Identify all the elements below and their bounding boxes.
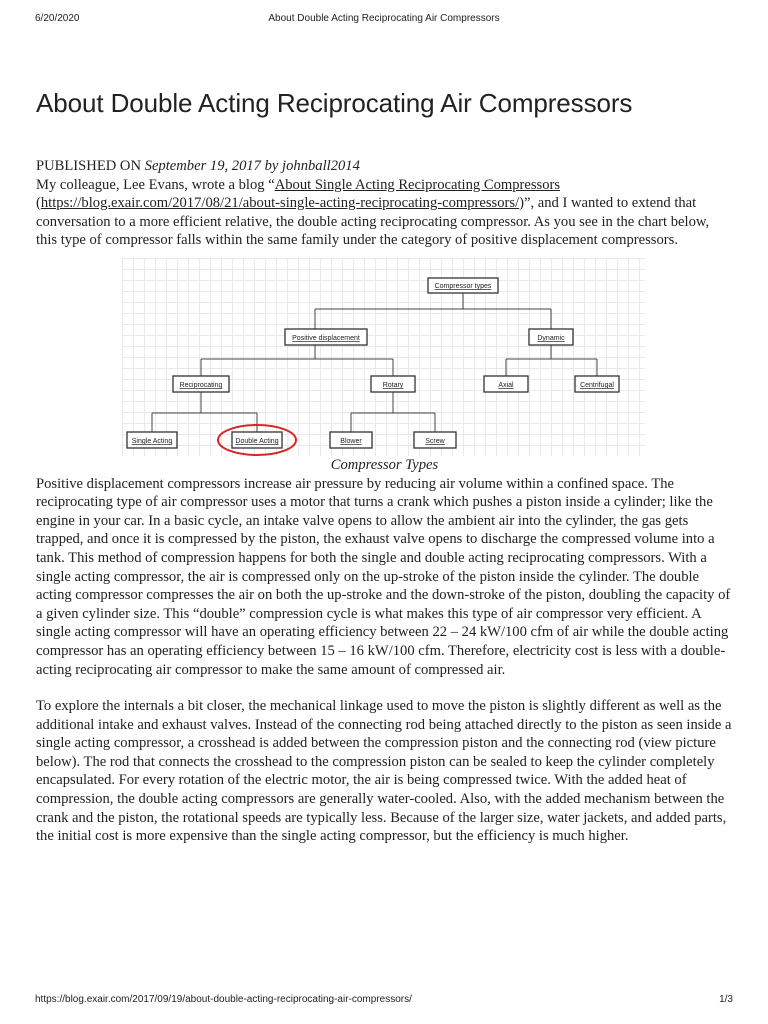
label-positive-displacement: Positive displacement: [292, 334, 360, 342]
label-centrifugal: Centrifugal: [580, 381, 614, 389]
article-body: [36, 157, 733, 846]
published-label: PUBLISHED ON: [36, 158, 145, 174]
figure-caption: Compressor Types: [330, 456, 439, 473]
label-reciprocating: Reciprocating: [179, 381, 223, 389]
label-double-acting: Double Acting: [235, 437, 279, 445]
diagram-connectors: [152, 293, 597, 432]
paragraph-1: Positive displacement compressors increase air pressure by reducing air volume within a confined space. The reciprocating type of air compressor uses a motor that turns a crank which pushes a piston inside a cylinder; like the engine in your car. In a basic cycle, an intake valve opens to allow the ambient air into the cylinder, the gas gets trapped, and once it is compressed by the piston, the exhaust valve opens to discharge the compressed volume into a tank. This method of compression happens for both the single and double acting reciprocating compressors. With a single acting compressor, the air is compressed only on the up-stroke of the piston inside the cylinder. The double acting compressor compresses the air on both the up-stroke and the down-stroke of the piston, doubling the capacity of a given cylinder size. This “double” compression cycle is what makes this type of air compressor very efficient. A single acting compressor will have an operating efficiency between 22 – 24 kW/100 cfm of air while the double acting compressor has an operating efficiency between 15 – 16 kW/100 cfm. Therefore, electricity cost is less with a double-acting reciprocating air compressor to make the same amount of compressed air.: [36, 475, 731, 678]
intro-text-2: (: [36, 195, 41, 212]
intro-text-1: My colleague, Lee Evans, wrote a blog “: [36, 176, 275, 193]
print-header: [0, 13, 768, 27]
intro-text-3: )”, and I wanted to extend that conversation to a more efficient relative, the double acting reciprocating compressor. As you see in the chart below, this type of compressor falls within the same family under the category of positive displacement compressors.: [36, 195, 710, 249]
label-screw: Screw: [425, 437, 445, 445]
published-meta: September 19, 2017 by johnball2014: [144, 158, 360, 174]
single-acting-blog-link[interactable]: About Single Acting Reciprocating Compressors: [274, 176, 561, 193]
label-rotary: Rotary: [382, 381, 404, 389]
label-single-acting: Single Acting: [131, 437, 173, 445]
single-acting-blog-url-link[interactable]: https://blog.exair.com/2017/08/21/about-single-acting-reciprocating-compressors/: [40, 195, 520, 212]
diagram-labels: [132, 283, 615, 445]
print-footer-url: https://blog.exair.com/2017/09/19/about-double-acting-reciprocating-air-compressors/: [35, 994, 412, 1005]
label-axial: Axial: [498, 381, 514, 389]
print-page-number: 1/3: [719, 994, 733, 1005]
label-blower: Blower: [340, 437, 362, 445]
label-dynamic: Dynamic: [537, 334, 565, 342]
byline: [36, 157, 733, 176]
print-page-title: About Double Acting Reciprocating Air Compressors: [268, 13, 500, 24]
print-date: 6/20/2020: [35, 13, 80, 24]
paragraph-2: To explore the internals a bit closer, the mechanical linkage used to move the piston is slightly different as well as the additional intake and exhaust valves. Instead of the connecting rod being attached directly to the piston as seen inside a single acting compressor, a crosshead is added between the compression piston and the connecting rod (view picture below). The rod that connects the crosshead to the compression piston can be sealed to keep the cylinder completely encapsulated. For every rotation of the electric motor, the air is being compressed twice. With the added heat of compression, the double acting compressors are generally water-cooled. Also, with the added mechanism between the crank and the piston, the rotational speeds are typically less. Because of the larger size, water jackets, and added parts, the initial cost is more expensive than the single acting compressor, but the efficiency is much higher.: [36, 698, 732, 845]
intro-paragraph: [36, 176, 733, 250]
compressor-types-diagram: [122, 258, 645, 456]
article-title: About Double Acting Reciprocating Air Compressors: [36, 88, 633, 118]
label-compressor-types: Compressor types: [434, 282, 492, 290]
diagram-svg: [122, 258, 645, 456]
